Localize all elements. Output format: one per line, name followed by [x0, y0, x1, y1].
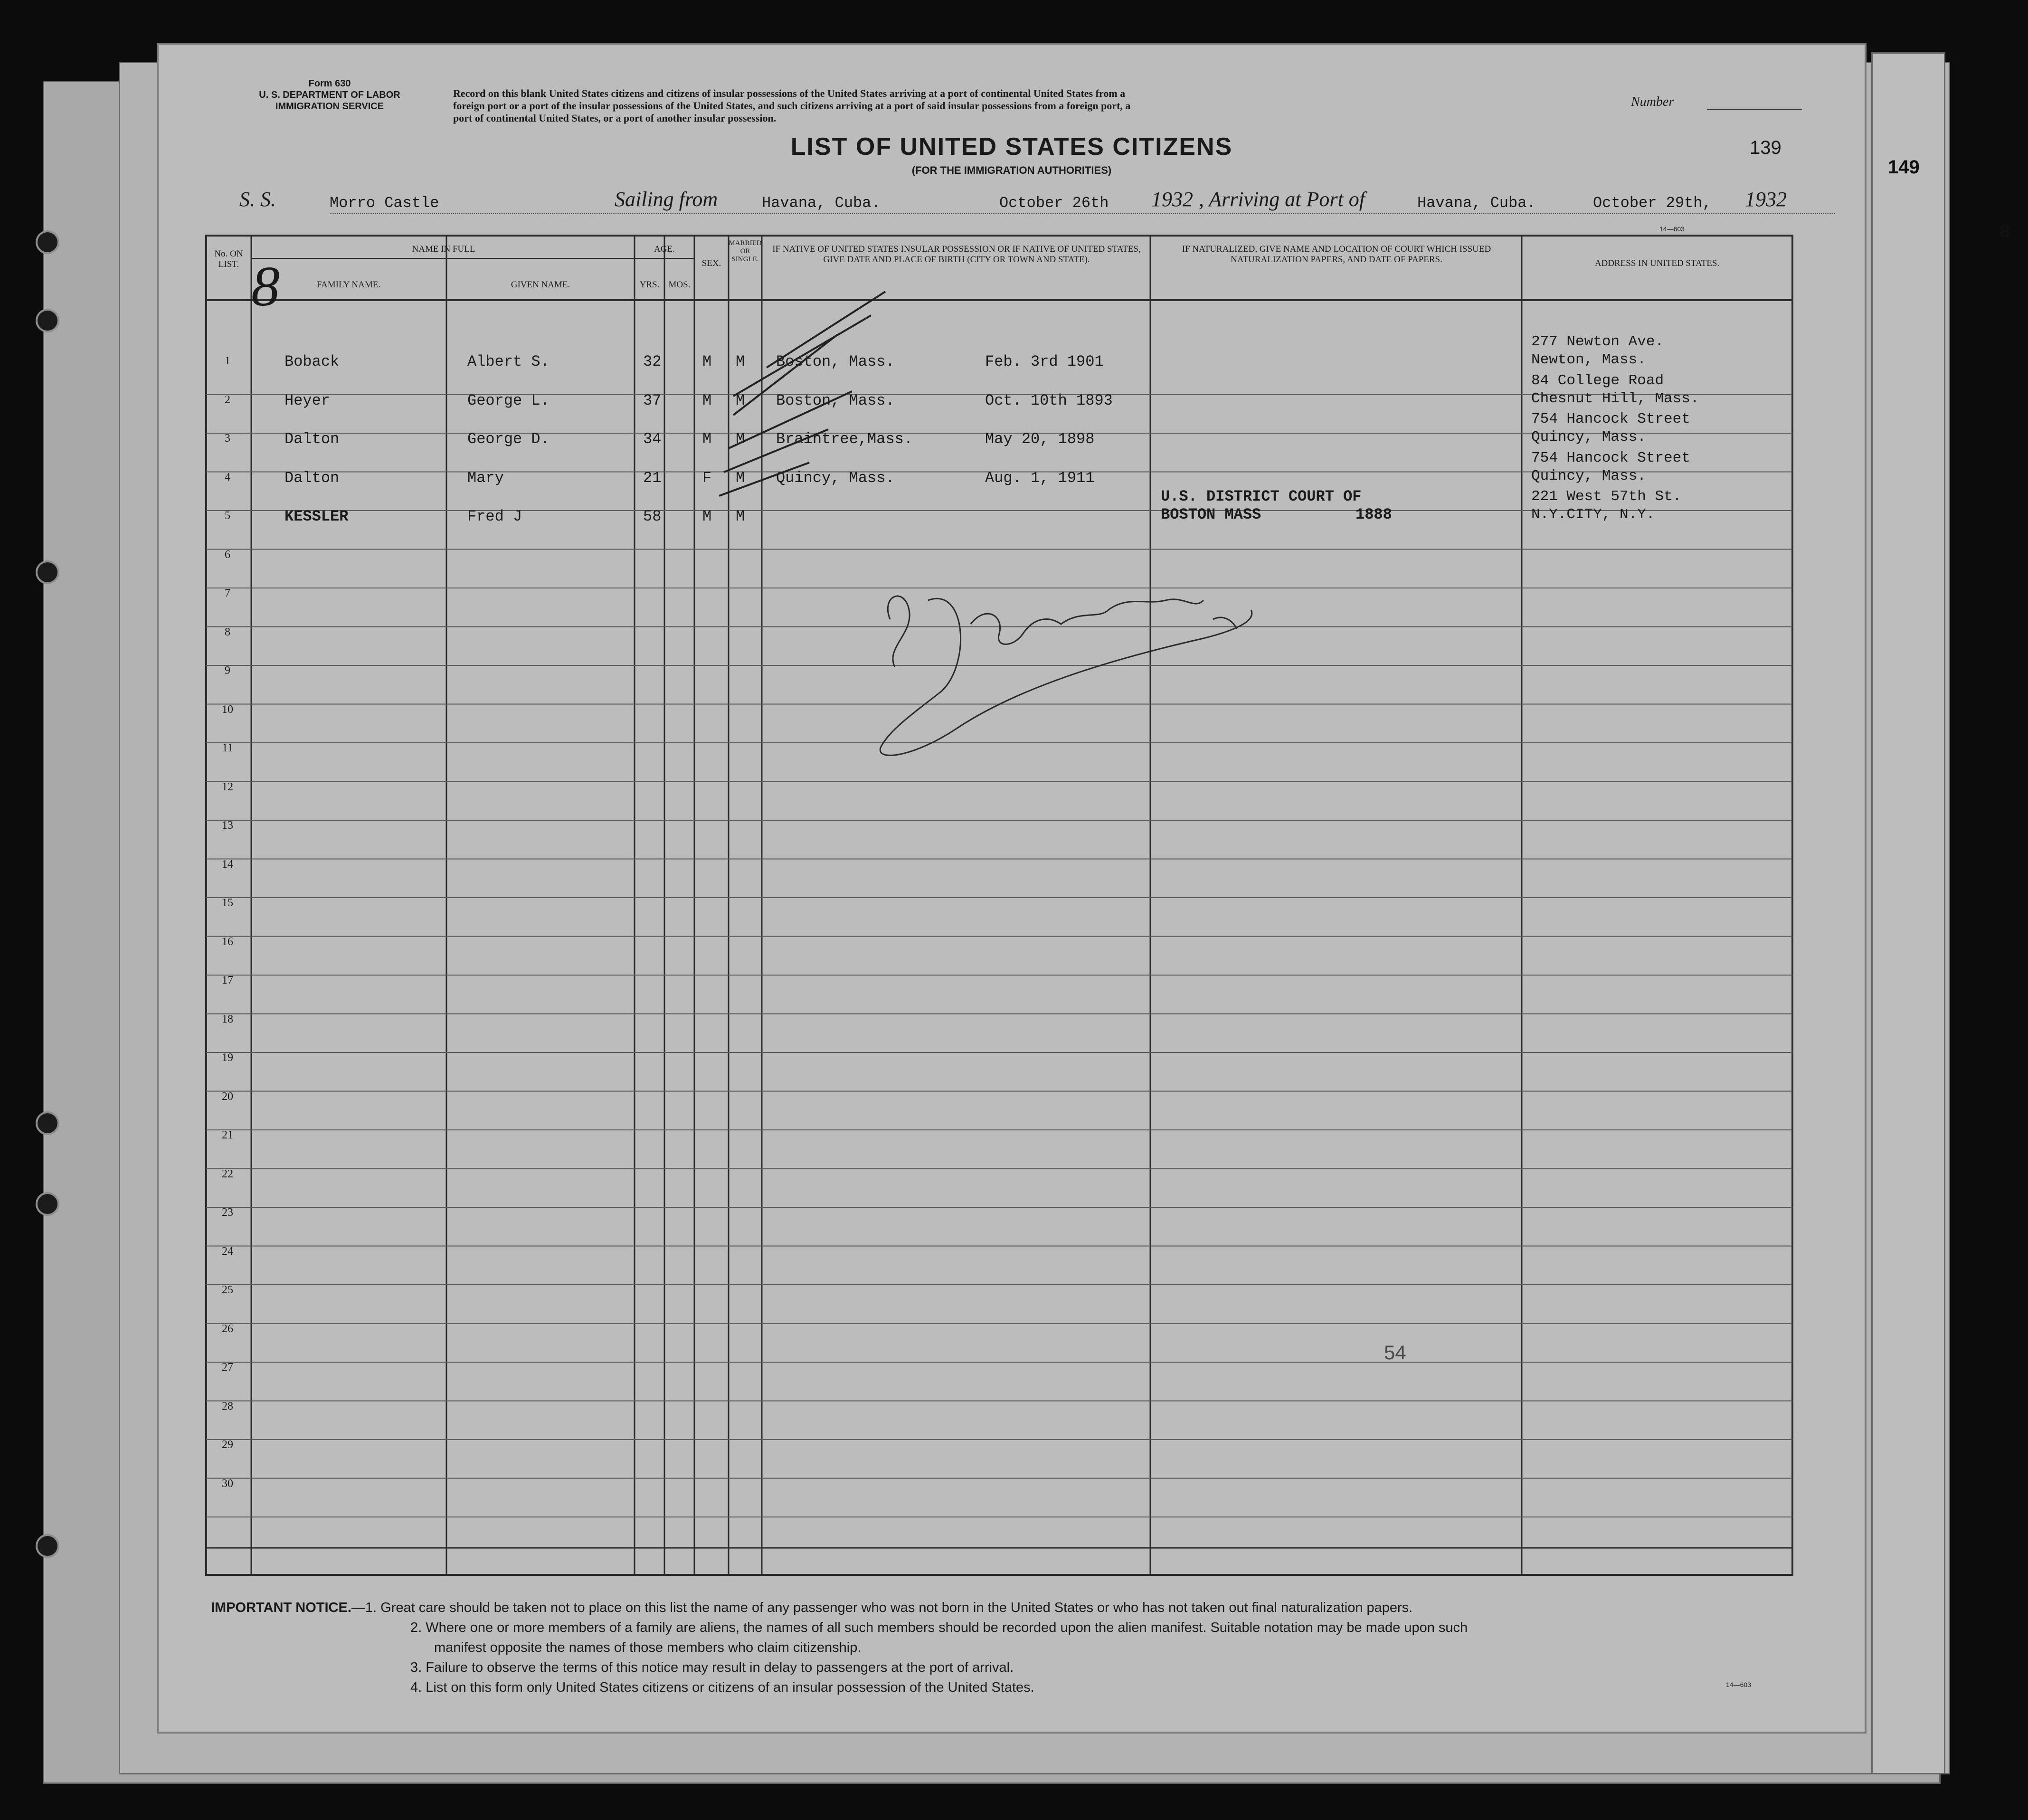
edge-page-number: 8 [2000, 221, 2010, 242]
passenger-birthplace: Quincy, Mass. [776, 469, 895, 487]
signature-icon [862, 567, 1289, 767]
passenger-marital-status: M [736, 508, 745, 525]
passenger-family-name: Boback [284, 353, 340, 370]
ss-label: S. S. [239, 188, 276, 211]
passenger-address-line2: Newton, Mass. [1531, 351, 1646, 368]
record-line: Record on this blank United States citizens and citizens of insular possessions of the United States arriving at a port of continental United States from a [453, 87, 1126, 99]
passenger-family-name: KESSLER [284, 508, 349, 525]
passenger-address-line1: 221 West 57th St. [1531, 488, 1682, 505]
row-number: 24 [222, 1245, 233, 1258]
passenger-sex: F [702, 469, 712, 487]
binder-hole [38, 1113, 57, 1133]
col-naturalized: IF NATURALIZED, GIVE NAME AND LOCATION OF COURT WHICH ISSUED NATURALIZATION PAPERS, AND DATE OF PAPERS. [1182, 244, 1491, 265]
passenger-given-name: George L. [467, 391, 550, 409]
passenger-address-line2: Quincy, Mass. [1531, 429, 1646, 446]
row-number: 30 [222, 1477, 233, 1490]
passenger-address-line1: 754 Hancock Street [1531, 449, 1690, 466]
row-number: 3 [225, 432, 230, 445]
notice-item: 3. Failure to observe the terms of this notice may result in delay to passengers at the port of arrival. [410, 1660, 1014, 1675]
col-sex: SEX. [701, 258, 721, 268]
record-line: foreign port or a port of the insular possessions of the United States, and such citizens arriving at a port of said insular possessions from a foreign port, a [453, 100, 1131, 112]
passenger-sex: M [702, 508, 712, 525]
page-title: LIST OF UNITED STATES CITIZENS [790, 133, 1233, 161]
record-line: port of continental United States, or a port of another insular possession. [453, 112, 777, 124]
col-years: YRS. [639, 280, 660, 290]
row-number: 16 [222, 935, 233, 948]
outer-page-number: 149 [1888, 157, 1920, 178]
row-number: 14 [222, 858, 233, 871]
form-info [206, 78, 453, 112]
row-number: 17 [222, 974, 233, 986]
stamp-number: 54 [1384, 1341, 1406, 1364]
sailing-from: Havana, Cuba. [762, 194, 881, 212]
binder-hole [38, 311, 57, 331]
notice-item: 4. List on this form only United States citizens or citizens of an insular possession of the United States. [410, 1680, 1034, 1695]
passenger-address-line2: N.Y.CITY, N.Y. [1531, 506, 1655, 523]
col-native: IF NATIVE OF UNITED STATES INSULAR POSSESSION OR IF NATIVE OF UNITED STATES, GIVE DATE AND PLACE OF BIRTH (CITY OR TOWN AND STATE). [772, 244, 1141, 265]
col-months: MOS. [668, 280, 691, 290]
passenger-birthplace: Boston, Mass. [776, 391, 895, 409]
binder-hole [38, 562, 57, 582]
row-number: 29 [222, 1439, 233, 1451]
binder-hole [38, 1536, 57, 1556]
row-number: 23 [222, 1206, 233, 1219]
sailing-label: Sailing from [615, 188, 718, 211]
arriving-year: 1932 [1745, 188, 1787, 211]
passenger-marital-status: M [736, 469, 745, 487]
passenger-age: 34 [643, 430, 662, 448]
number-line [1707, 109, 1802, 110]
row-number: 20 [222, 1090, 233, 1103]
passenger-court: U.S. DISTRICT COURT OF [1161, 488, 1362, 505]
passenger-address-line2: Chesnut Hill, Mass. [1531, 390, 1699, 407]
passenger-birthdate: May 20, 1898 [985, 430, 1095, 448]
row-number: 28 [222, 1400, 233, 1412]
number-label: Number [1631, 95, 1674, 109]
row-number: 4 [225, 471, 230, 483]
passenger-age: 37 [643, 391, 662, 409]
notice-heading: IMPORTANT NOTICE. [211, 1600, 351, 1615]
col-address: ADDRESS IN UNITED STATES. [1594, 258, 1720, 268]
row-number: 21 [222, 1129, 233, 1141]
row-number: 13 [222, 819, 233, 832]
passenger-family-name: Dalton [284, 430, 340, 448]
passenger-sex: M [702, 391, 712, 409]
passenger-address-line1: 754 Hancock Street [1531, 411, 1690, 427]
manifest-sheet [157, 43, 1867, 1734]
row-number: 27 [222, 1361, 233, 1374]
page-number: 139 [1750, 137, 1782, 158]
passenger-sex: M [702, 430, 712, 448]
passenger-birthplace: Boston, Mass. [776, 353, 895, 370]
row-number: 2 [225, 393, 230, 406]
passenger-birthplace: Braintree,Mass. [776, 430, 913, 448]
passenger-given-name: George D. [467, 430, 550, 448]
row-number: 11 [222, 742, 233, 754]
passenger-marital-status: M [736, 353, 745, 370]
sailing-year: 1932 [1151, 188, 1193, 211]
arriving-label: , Arriving at Port of [1199, 188, 1365, 211]
arriving-port: Havana, Cuba. [1417, 194, 1536, 212]
row-number: 6 [225, 548, 230, 561]
arriving-date: October 29th, [1593, 194, 1712, 212]
binder-hole [38, 232, 57, 252]
important-notice [211, 1598, 1826, 1697]
check-marks [695, 273, 933, 581]
voyage-underline [330, 213, 1835, 214]
page-subtitle: (FOR THE IMMIGRATION AUTHORITIES) [911, 164, 1112, 176]
notice-item: —1. Great care should be taken not to place on this list the name of any passenger who was not born in the United States or who has not taken out final naturalization papers. [351, 1600, 1413, 1615]
passenger-address-line1: 84 College Road [1531, 372, 1664, 389]
row-number: 8 [225, 626, 230, 638]
passenger-family-name: Dalton [284, 469, 340, 487]
passenger-court-location: BOSTON MASS [1161, 506, 1261, 523]
row-number: 9 [225, 664, 230, 677]
col-name-in-full: NAME IN FULL [412, 244, 475, 254]
col-married-single: MARRIED OR SINGLE. [729, 239, 762, 263]
passenger-given-name: Mary [467, 469, 504, 487]
col-family-name: FAMILY NAME. [316, 280, 381, 290]
sailing-date: October 26th [999, 194, 1109, 212]
list-number: 8 [251, 255, 280, 318]
passenger-sex: M [702, 353, 712, 370]
passenger-age: 32 [643, 353, 662, 370]
ship-name: Morro Castle [330, 194, 439, 212]
form-number: Form 630 [308, 78, 351, 89]
row-number: 7 [225, 587, 230, 599]
service: IMMIGRATION SERVICE [275, 101, 384, 112]
row-number: 22 [222, 1167, 233, 1180]
col-given-name: GIVEN NAME. [511, 280, 570, 290]
col-no: No. ON LIST. [214, 249, 243, 269]
row-number: 1 [225, 355, 230, 367]
row-number: 19 [222, 1052, 233, 1064]
row-number: 15 [222, 897, 233, 909]
passenger-address-line2: Quincy, Mass. [1531, 467, 1646, 484]
passenger-address-line1: 277 Newton Ave. [1531, 333, 1664, 350]
notice-item: 2. Where one or more members of a family are aliens, the names of all such members should be recorded upon the alien manifest. Suitable notation may be made upon such [410, 1620, 1468, 1635]
passenger-court-date: 1888 [1355, 506, 1392, 523]
row-number: 26 [222, 1322, 233, 1335]
passenger-age: 21 [643, 469, 662, 487]
passenger-marital-status: M [736, 391, 745, 409]
binder-hole [38, 1194, 57, 1214]
passenger-family-name: Heyer [284, 391, 331, 409]
row-number: 5 [225, 510, 230, 522]
passenger-given-name: Fred J [467, 508, 522, 525]
printer-mark: 14—603 [1659, 225, 1685, 233]
passenger-age: 58 [643, 508, 662, 525]
footer-mark: 14—603 [1726, 1681, 1751, 1688]
row-number: 12 [222, 780, 233, 793]
record-instruction [453, 87, 1650, 124]
passenger-birthdate: Oct. 10th 1893 [985, 391, 1113, 409]
passenger-birthdate: Aug. 1, 1911 [985, 469, 1095, 487]
back-sheet-edge [1871, 52, 1945, 1774]
passenger-marital-status: M [736, 430, 745, 448]
col-age: AGE. [654, 244, 675, 254]
passenger-given-name: Albert S. [467, 353, 550, 370]
passenger-birthdate: Feb. 3rd 1901 [985, 353, 1104, 370]
notice-item: manifest opposite the names of those members who claim citizenship. [434, 1640, 862, 1655]
row-number: 10 [222, 703, 233, 716]
department: U. S. DEPARTMENT OF LABOR [259, 90, 400, 100]
row-number: 18 [222, 1013, 233, 1025]
row-number: 25 [222, 1284, 233, 1296]
